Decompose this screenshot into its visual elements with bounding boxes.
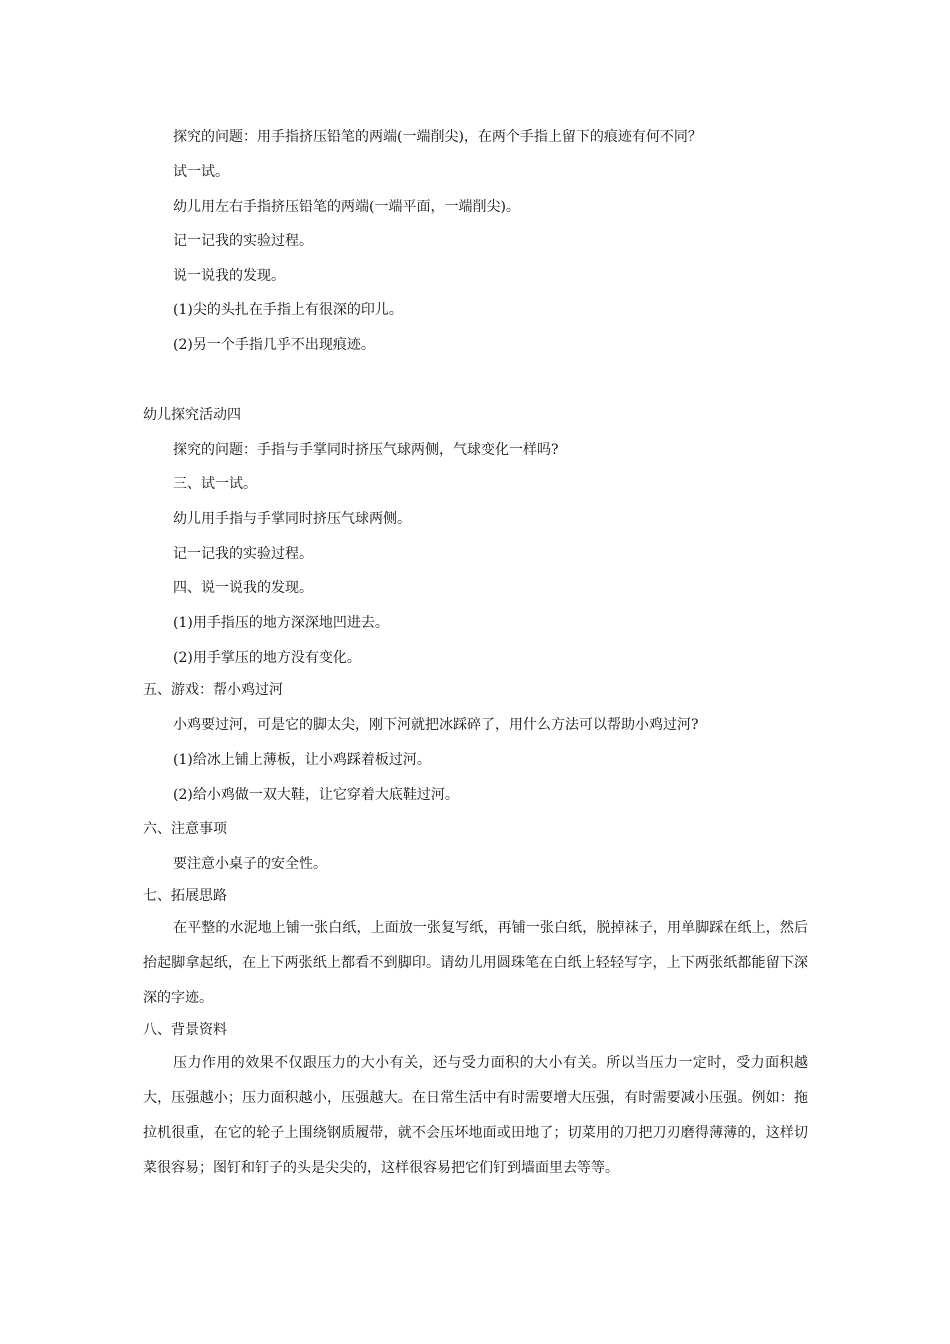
section-seven-extension: 七、拓展思路 xyxy=(143,888,227,904)
game-solution-1: (1)给冰上铺上薄板，让小鸡踩着板过河。 xyxy=(173,752,431,768)
question-balloon: 探究的问题：手指与手掌同时挤压气球两侧，气球变化一样吗? xyxy=(173,442,559,458)
section-four-findings: 四、说一说我的发现。 xyxy=(173,580,313,596)
note-table-safety: 要注意小桌子的安全性。 xyxy=(173,856,327,872)
balloon-finding-2: (2)用手掌压的地方没有变化。 xyxy=(173,650,361,666)
section-six-notes: 六、注意事项 xyxy=(143,821,227,837)
step-try: 试一试。 xyxy=(173,164,229,180)
activity-four-heading: 幼儿探究活动四 xyxy=(143,407,241,423)
step-squeeze-pencil: 幼儿用左右手指挤压铅笔的两端(一端平面，一端削尖)。 xyxy=(173,199,520,215)
section-three-try: 三、试一试。 xyxy=(173,476,257,492)
game-description: 小鸡要过河，可是它的脚太尖，刚下河就把冰踩碎了，用什么方法可以帮助小鸡过河? xyxy=(173,717,699,733)
step-record-2: 记一记我的实验过程。 xyxy=(173,546,313,562)
section-eight-background: 八、背景资料 xyxy=(143,1022,227,1038)
background-paragraph: 压力作用的效果不仅跟压力的大小有关，还与受力面积的大小有关。所以当压力一定时，受力面积越大，压强越小；压力面积越小，压强越大。在日常生活中有时需要增大压强，有时需要减小压强。例如：拖拉机很重，在它的轮子上围绕钢质履带，就不会压坏地面或田地了；切菜用的刀把刀刃磨得薄薄的，这样切菜很容易；图钉和钉子的头是尖尖的，这样很容易把它们钉到墙面里去等等。 xyxy=(143,1055,808,1176)
balloon-finding-1: (1)用手指压的地方深深地凹进去。 xyxy=(173,615,389,631)
game-solution-2: (2)给小鸡做一双大鞋，让它穿着大底鞋过河。 xyxy=(173,787,459,803)
step-squeeze-balloon: 幼儿用手指与手掌同时挤压气球两侧。 xyxy=(173,511,411,527)
section-five-game: 五、游戏：帮小鸡过河 xyxy=(143,682,283,698)
finding-1: (1)尖的头扎在手指上有很深的印儿。 xyxy=(173,302,403,318)
step-record: 记一记我的实验过程。 xyxy=(173,233,313,249)
question-pencil: 探究的问题：用手指挤压铅笔的两端(一端削尖)，在两个手指上留下的痕迹有何不同？ xyxy=(173,129,702,145)
extension-paragraph: 在平整的水泥地上铺一张白纸，上面放一张复写纸，再铺一张白纸，脱掉袜子，用单脚踩在纸上，然后抬起脚拿起纸，在上下两张纸上都看不到脚印。请幼儿用圆珠笔在白纸上轻轻写字，上下两张纸都能留下深深的字迹。 xyxy=(143,920,808,1006)
finding-2: (2)另一个手指几乎不出现痕迹。 xyxy=(173,337,375,353)
step-findings: 说一说我的发现。 xyxy=(173,268,285,284)
